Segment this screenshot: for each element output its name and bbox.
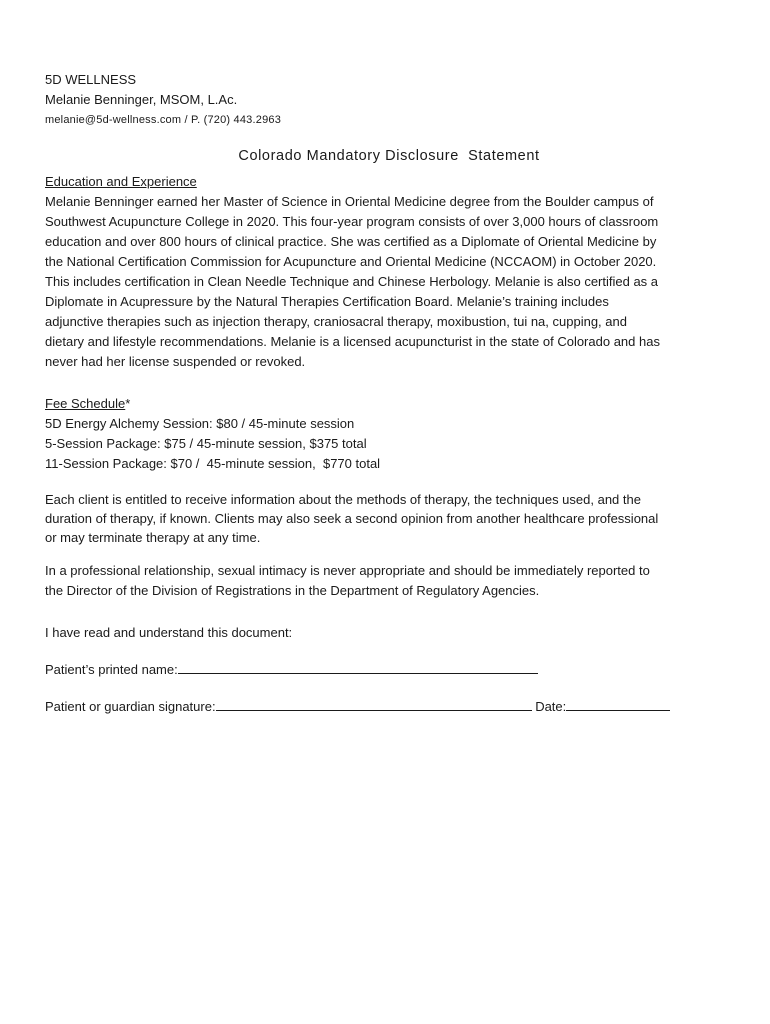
education-line: dietary and lifestyle recommendations. Melanie is a licensed acupuncturist in the state of Colorado and has bbox=[45, 334, 660, 349]
education-line: adjunctive therapies such as injection therapy, craniosacral therapy, moxibustion, tui na, cupping, and bbox=[45, 314, 627, 329]
conduct-line: In a professional relationship, sexual intimacy is never appropriate and should be immediately reported to bbox=[45, 563, 650, 578]
education-line: Melanie Benninger earned her Master of Science in Oriental Medicine degree from the Boulder campus of bbox=[45, 194, 654, 209]
education-paragraph bbox=[45, 192, 725, 372]
printed-name-label: Patient’s printed name: bbox=[45, 662, 178, 677]
company-name: 5D WELLNESS bbox=[45, 72, 137, 87]
conduct-line: the Director of the Division of Registrations in the Department of Regulatory Agencies. bbox=[45, 583, 540, 598]
conduct-paragraph bbox=[45, 561, 725, 601]
disclosure-document bbox=[45, 70, 725, 717]
fee-item: 5-Session Package: $75 / 45-minute session, $375 total bbox=[45, 436, 367, 451]
fee-list bbox=[45, 414, 725, 474]
rights-line: Each client is entitled to receive information about the methods of therapy, the techniques used, and the bbox=[45, 492, 641, 507]
fee-item: 11-Session Package: $70 / 45-minute session, $770 total bbox=[45, 456, 381, 471]
signature-label: Patient or guardian signature: bbox=[45, 699, 216, 714]
fee-schedule-heading-text: Fee Schedule bbox=[45, 396, 126, 411]
education-heading: Education and Experience bbox=[45, 174, 197, 189]
education-line: education and over 800 hours of clinical practice. She was certified as a Diplomate of Oriental Medicine by bbox=[45, 234, 657, 249]
education-line: Southwest Acupuncture College in 2020. This four-year program consists of over 3,000 hours of classroom bbox=[45, 214, 659, 229]
fee-item: 5D Energy Alchemy Session: $80 / 45-minute session bbox=[45, 416, 355, 431]
signature-field[interactable] bbox=[216, 698, 532, 711]
education-line: the National Certification Commission for Acupuncture and Oriental Medicine (NCCAOM) in October 2020. bbox=[45, 254, 657, 269]
printed-name-field[interactable] bbox=[178, 661, 538, 674]
fee-schedule-asterisk: * bbox=[125, 396, 131, 411]
date-field[interactable] bbox=[566, 698, 670, 711]
practitioner-name: Melanie Benninger, MSOM, L.Ac. bbox=[45, 92, 238, 107]
education-line: This includes certification in Clean Needle Technique and Chinese Herbology. Melanie is also certified as a bbox=[45, 274, 659, 289]
date-label: Date: bbox=[535, 699, 567, 714]
document-title: Colorado Mandatory Disclosure Statement bbox=[238, 148, 540, 164]
education-line: Diplomate in Acupressure by the Natural Therapies Certification Board. Melanie’s training includes bbox=[45, 294, 609, 309]
rights-line: or may terminate therapy at any time. bbox=[45, 530, 261, 545]
contact-info: melanie@5d-wellness.com / P. (720) 443.2963 bbox=[45, 114, 282, 126]
rights-line: duration of therapy, if known. Clients may also seek a second opinion from another healthcare professional bbox=[45, 511, 659, 526]
printed-name-row bbox=[45, 660, 725, 680]
client-rights-paragraph bbox=[45, 490, 725, 547]
education-line: never had her license suspended or revoked. bbox=[45, 354, 306, 369]
acknowledgement-text: I have read and understand this document: bbox=[45, 625, 293, 640]
fee-schedule-heading bbox=[45, 394, 725, 414]
signature-row bbox=[45, 697, 725, 717]
